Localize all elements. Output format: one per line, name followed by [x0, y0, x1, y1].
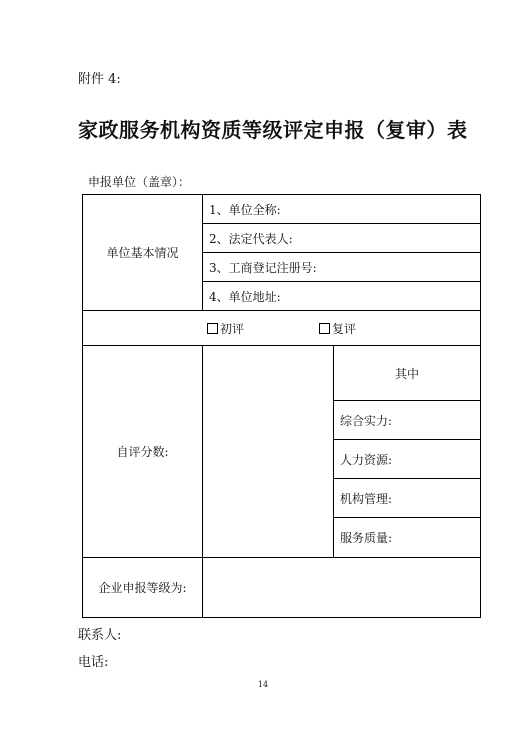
declared-level-field[interactable] [203, 558, 481, 618]
organization-management-field[interactable]: 机构管理: [334, 479, 481, 518]
service-quality-field[interactable]: 服务质量: [334, 518, 481, 558]
table-row [83, 558, 481, 618]
legal-representative-field[interactable]: 2、法定代表人: [203, 224, 481, 253]
business-registration-number-field[interactable]: 3、工商登记注册号: [203, 253, 481, 282]
page-title: 家政服务机构资质等级评定申报（复审）表 [78, 118, 468, 142]
re-review-checkbox[interactable] [319, 320, 356, 337]
phone-label: 电话: [78, 655, 109, 670]
page-number: 14 [257, 680, 269, 689]
unit-address-field[interactable]: 4、单位地址: [203, 282, 481, 311]
checkbox-icon [207, 323, 218, 334]
human-resources-field[interactable]: 人力资源: [334, 440, 481, 479]
table-row [83, 311, 481, 346]
unit-full-name-field[interactable]: 1、单位全称: [203, 195, 481, 224]
attachment-label: 附件 4: [78, 72, 121, 87]
initial-review-checkbox[interactable] [207, 320, 244, 337]
self-score-label: 自评分数: [83, 346, 203, 558]
application-form-table [82, 194, 481, 618]
re-review-label: 复评 [332, 322, 357, 336]
review-type-row [83, 311, 481, 346]
declared-level-label: 企业申报等级为: [83, 558, 203, 618]
initial-review-label: 初评 [220, 322, 245, 336]
table-row [83, 346, 481, 401]
checkbox-icon [319, 323, 330, 334]
applicant-unit-label: 申报单位（盖章）： [88, 175, 191, 189]
table-row [83, 195, 481, 224]
contact-person-label: 联系人: [78, 628, 122, 643]
basic-info-label: 单位基本情况 [83, 195, 203, 311]
overall-strength-field[interactable]: 综合实力: [334, 401, 481, 440]
breakdown-header: 其中 [334, 346, 481, 401]
self-score-value-field[interactable] [203, 346, 334, 558]
